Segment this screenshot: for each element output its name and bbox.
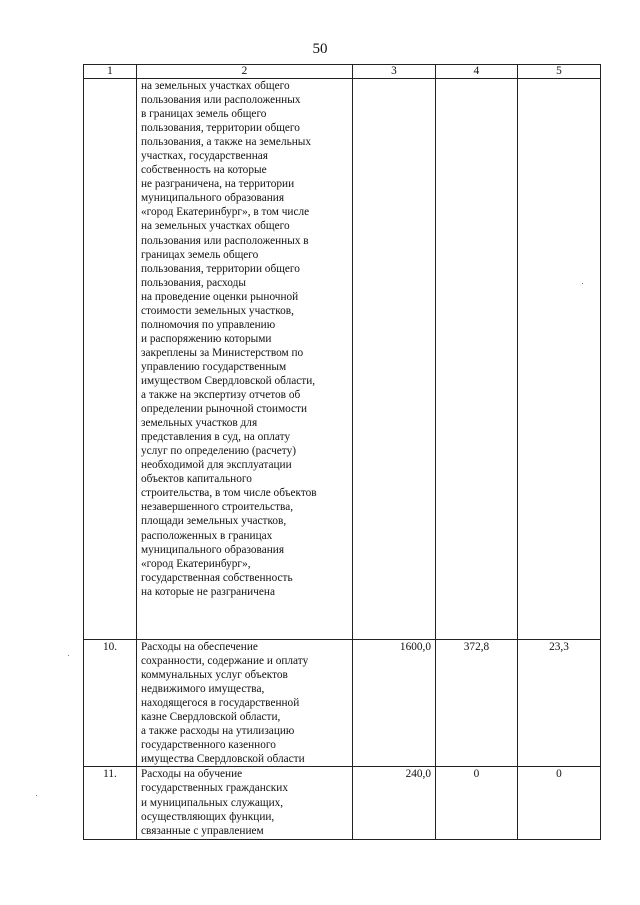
row-value-col3 [353, 79, 436, 640]
header-col-4: 4 [436, 65, 518, 79]
description-line: на которые не разграничена [141, 585, 275, 598]
description-line: на земельных участках общего [141, 80, 290, 92]
description-line: Расходы на обеспечение [141, 641, 258, 653]
description-line: пользования или расположенных [141, 94, 301, 107]
description-line: управлению государственным [141, 360, 287, 373]
description-line: Расходы на обучение [141, 768, 243, 781]
table-row [84, 640, 601, 767]
row-number: 10. [84, 640, 137, 767]
description-line: осуществляющих функции, [141, 810, 275, 823]
description-line: расположенных в границах [141, 529, 273, 542]
description-line: необходимой для эксплуатации [141, 459, 292, 472]
row-value-col4: 0 [436, 767, 518, 840]
description-line: имущества Свердловской области [141, 753, 305, 766]
description-line: не разграничена, на территории [141, 178, 295, 191]
scan-speck [36, 795, 37, 796]
description-line: полномочия по управлению [141, 318, 276, 331]
table-row [84, 767, 601, 840]
description-line: пользования или расположенных в [141, 234, 309, 247]
row-description [137, 79, 353, 640]
description-line: объектов капитального [141, 473, 252, 486]
description-line: государственная собственность [141, 571, 293, 584]
description-line: в границах земель общего [141, 108, 267, 121]
row-value-col5 [518, 79, 601, 640]
description-line: сохранности, содержание и оплату [141, 655, 309, 668]
description-line: пользования, расходы [141, 276, 246, 289]
description-line: земельных участков для [141, 417, 258, 430]
description-line: а также на экспертизу отчетов об [141, 389, 301, 402]
description-line: коммунальных услуг объектов [141, 669, 288, 682]
row-value-col3: 1600,0 [353, 640, 436, 767]
description-line: и распоряжению которыми [141, 332, 272, 345]
description-line: пользования, территории общего [141, 122, 300, 135]
description-line: на проведение оценки рыночной [141, 290, 299, 303]
row-value-col4 [436, 79, 518, 640]
row-value-col5: 23,3 [518, 640, 601, 767]
row-description [137, 767, 353, 840]
description-line: государственных гражданских [141, 782, 288, 795]
scan-speck [582, 283, 583, 284]
description-line: имуществом Свердловской области, [141, 374, 316, 387]
description-line: «город Екатеринбург», [141, 557, 251, 570]
description-line: стоимости земельных участков, [141, 304, 294, 317]
budget-table [83, 64, 601, 840]
description-line: пользования, территории общего [141, 262, 300, 275]
header-col-3: 3 [353, 65, 436, 79]
description-line: муниципального образования [141, 192, 285, 205]
description-line: а также расходы на утилизацию [141, 725, 295, 738]
header-col-2: 2 [137, 65, 353, 79]
description-line: определении рыночной стоимости [141, 403, 308, 416]
description-line: площади земельных участков, [141, 515, 287, 528]
scan-speck [68, 655, 69, 656]
description-line: казне Свердловской области, [141, 711, 281, 724]
description-line: недвижимого имущества, [141, 683, 265, 696]
table-row [84, 79, 601, 640]
description-line: собственность на которые [141, 164, 267, 177]
description-line: пользования, а также на земельных [141, 136, 312, 149]
description-line: и муниципальных служащих, [141, 796, 284, 809]
description-line: «город Екатеринбург», в том числе [141, 206, 310, 219]
description-line: находящегося в государственной [141, 697, 300, 710]
description-line: представления в суд, на оплату [141, 431, 291, 444]
description-line: строительства, в том числе объектов [141, 487, 317, 500]
row-value-col5: 0 [518, 767, 601, 840]
header-col-5: 5 [518, 65, 601, 79]
description-line: закреплены за Министерством по [141, 346, 304, 359]
table-header-row [84, 65, 601, 79]
header-col-1: 1 [84, 65, 137, 79]
description-line: на земельных участках общего [141, 220, 290, 233]
row-number: 11. [84, 767, 137, 840]
description-line: участках, государственная [141, 150, 268, 163]
row-value-col3: 240,0 [353, 767, 436, 840]
row-value-col4: 372,8 [436, 640, 518, 767]
description-line: границах земель общего [141, 248, 259, 261]
row-number [84, 79, 137, 640]
description-line: связанные с управлением [141, 824, 264, 837]
description-line: незавершенного строительства, [141, 501, 294, 514]
page-number: 50 [312, 41, 328, 57]
description-line: муниципального образования [141, 543, 285, 556]
description-line: услуг по определению (расчету) [141, 445, 297, 458]
description-line: государственного казенного [141, 739, 276, 752]
row-description [137, 640, 353, 767]
